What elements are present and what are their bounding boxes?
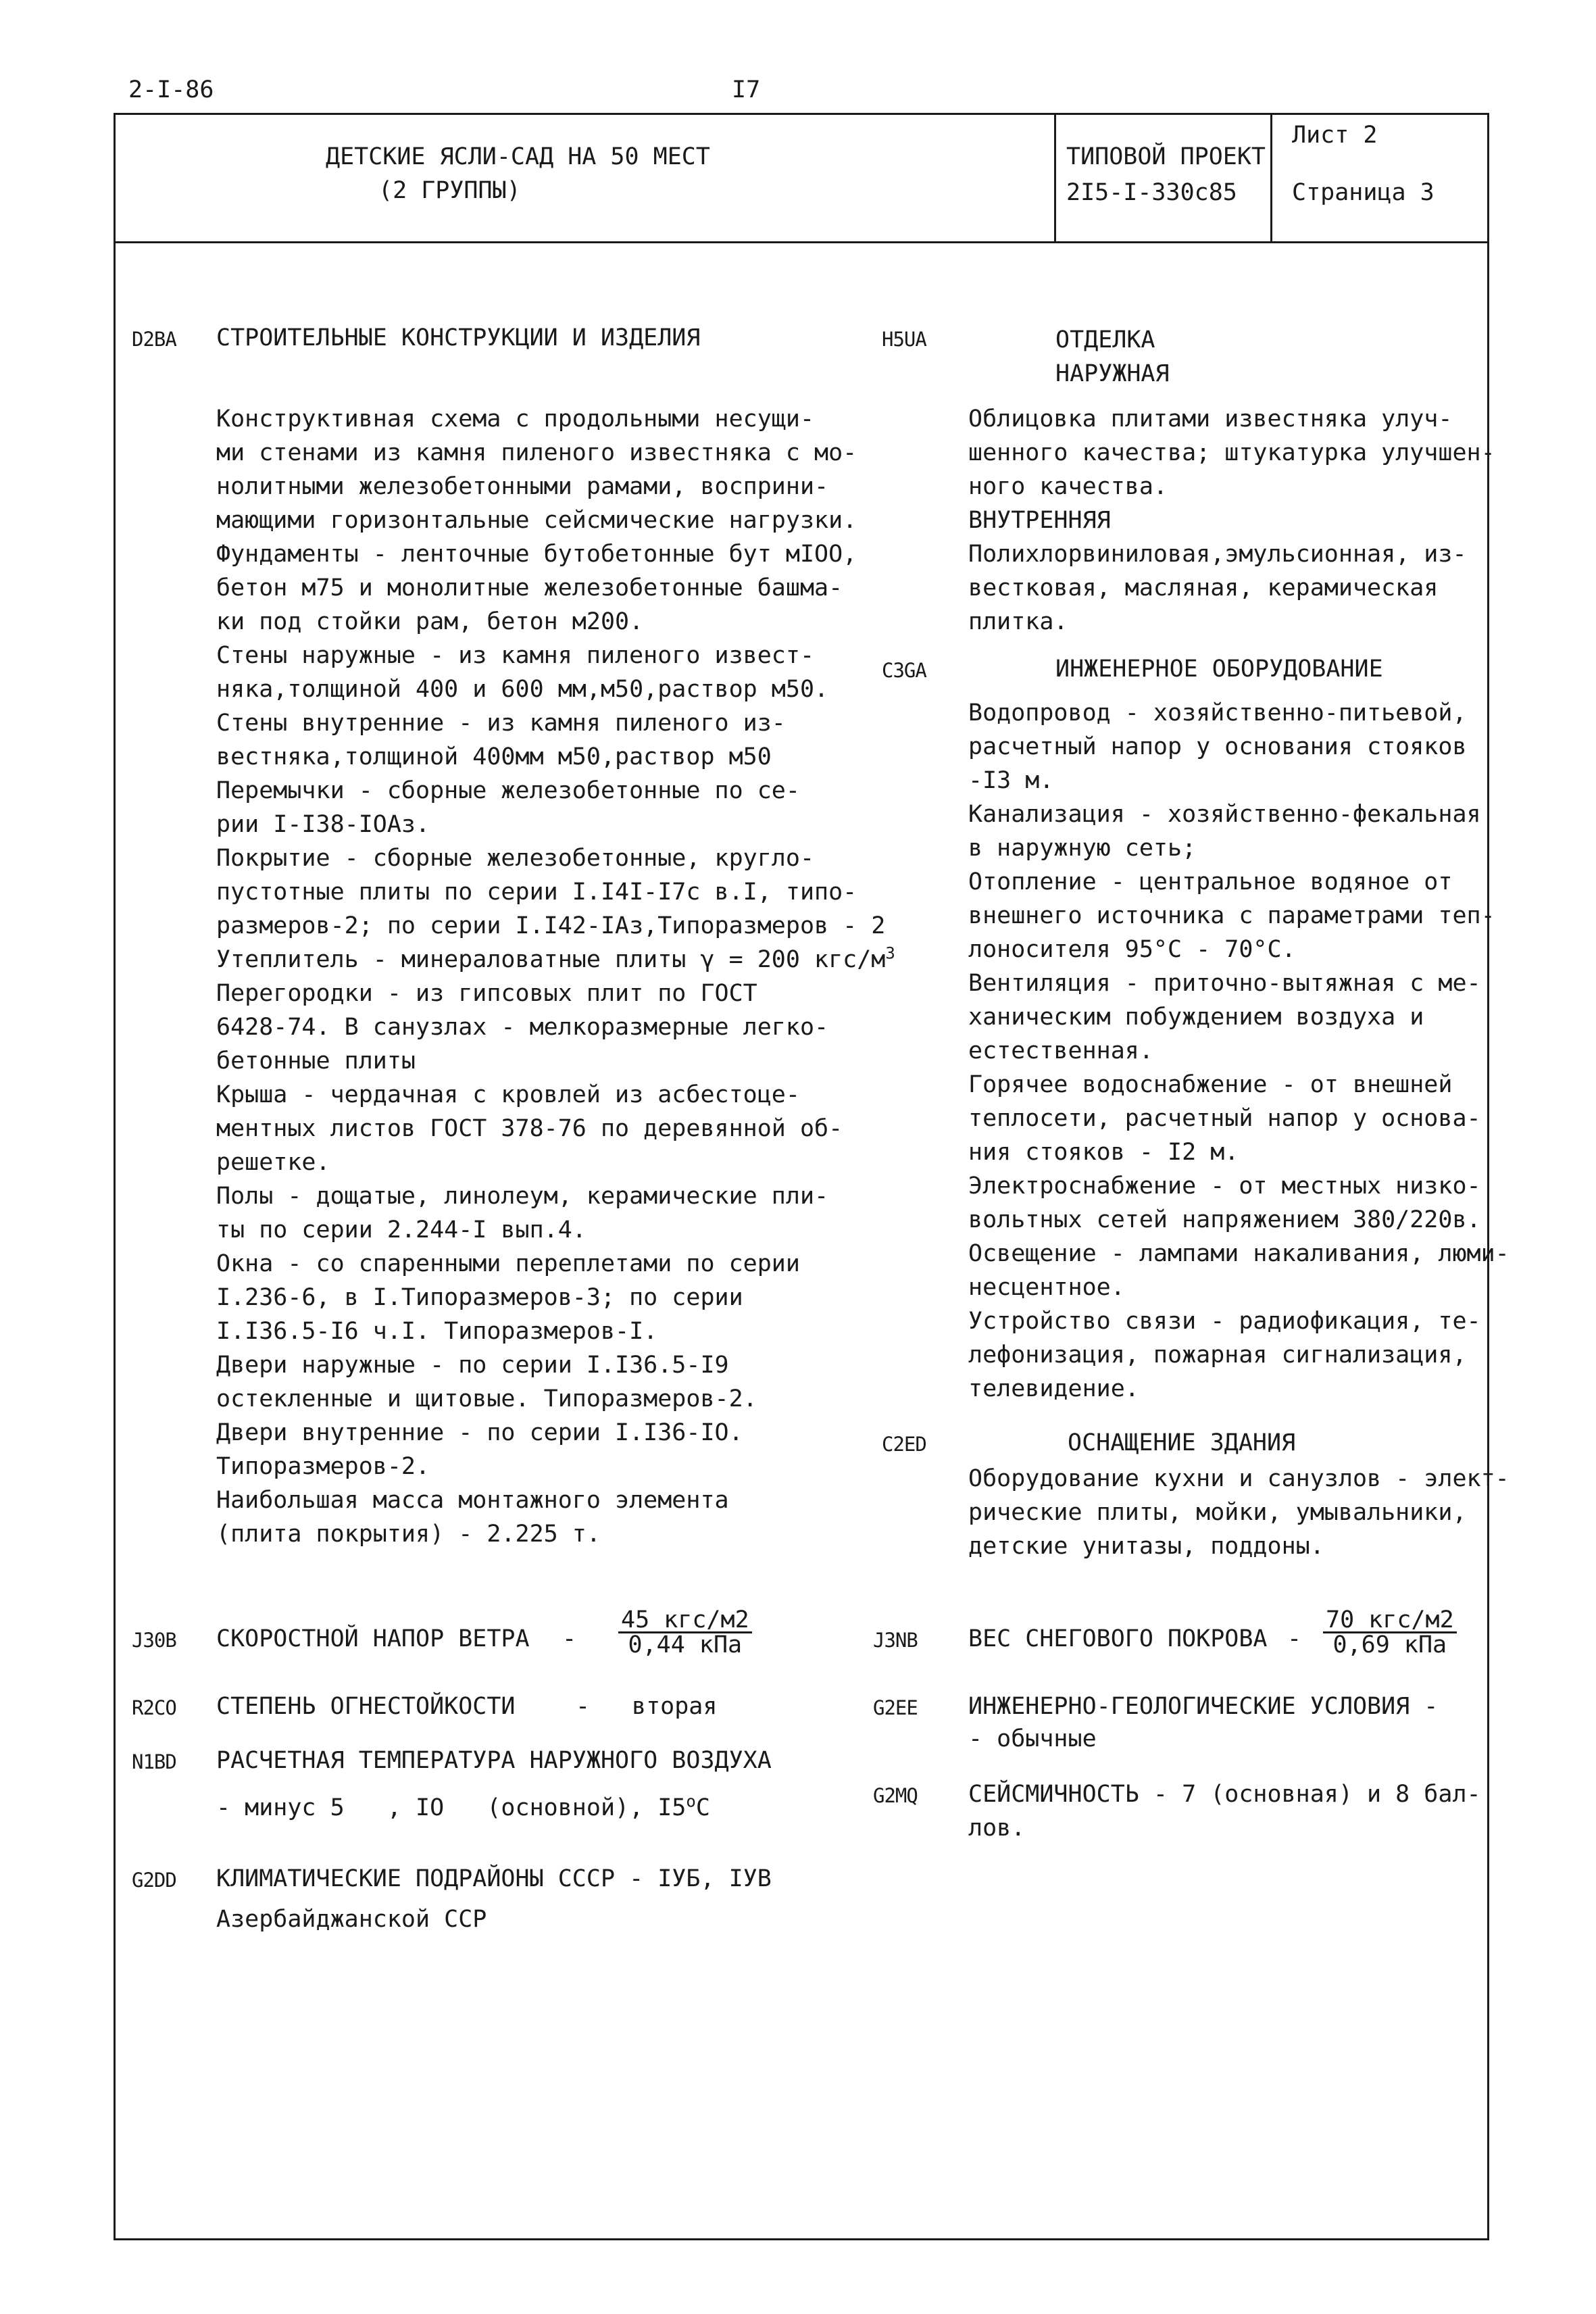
wind-denominator: 0,44 кПа [628, 1631, 743, 1658]
header-title-line2: (2 ГРУППЫ) [378, 177, 521, 204]
equipment-line: детские унитазы, поддоны. [968, 1533, 1324, 1560]
structures-line: I.I36.5-I6 ч.I. Типоразмеров-I. [216, 1318, 658, 1345]
engineering-line: Освещение - лампами накаливания, люми- [968, 1240, 1510, 1267]
section-code-finishing: H5UA [882, 328, 926, 351]
section-heading-finishing: ОТДЕЛКА [1055, 326, 1155, 353]
snow-numerator: 70 кгс/м2 [1323, 1608, 1457, 1633]
geology-line2: - обычные [968, 1725, 1097, 1752]
engineering-line: лоносителя 95°С - 70°С. [968, 936, 1296, 963]
document-code: 2-I-86 [128, 76, 214, 103]
structures-line: вестняка,толщиной 400мм м50,раствор м50 [216, 743, 772, 770]
structures-line: Стены наружные - из камня пиленого извест- [216, 642, 815, 669]
finishing-line: Полихлорвиниловая,эмульсионная, из- [968, 541, 1467, 568]
snow-fraction [1323, 1608, 1457, 1656]
snow-denominator: 0,69 кПа [1332, 1631, 1447, 1658]
degree-sign: o [686, 1792, 696, 1811]
structures-line: няка,толщиной 400 и 600 мм,м50,раствор м50. [216, 676, 829, 703]
structures-line: Перегородки - из гипсовых плит по ГОСТ [216, 980, 757, 1007]
structures-line: решетке. [216, 1149, 330, 1176]
fire-label: СТЕПЕНЬ ОГНЕСТОЙКОСТИ [216, 1693, 516, 1720]
structures-line: ментных листов ГОСТ 378-76 по деревянной об- [216, 1115, 843, 1142]
structures-line: Двери внутренние - по серии I.I36-IО. [216, 1419, 743, 1446]
snow-dash: - [1287, 1625, 1302, 1652]
structures-line: Наибольшая масса монтажного элемента [216, 1487, 729, 1514]
engineering-line: Электроснабжение - от местных низко- [968, 1173, 1481, 1200]
engineering-line: внешнего источника с параметрами теп- [968, 902, 1495, 929]
structures-line: мающими горизонтальные сейсмические нагрузки. [216, 507, 857, 534]
snow-label: ВЕС СНЕГОВОГО ПОКРОВА [968, 1625, 1268, 1652]
seismic-line2: лов. [968, 1815, 1026, 1842]
header-title-line1: ДЕТСКИЕ ЯСЛИ-САД НА 50 МЕСТ [326, 143, 710, 170]
structures-line: ты по серии 2.244-I вып.4. [216, 1216, 587, 1244]
finishing-line: Облицовка плитами известняка улуч- [968, 405, 1453, 433]
section-code-wind: J30B [132, 1629, 176, 1652]
finishing-line: плитка. [968, 608, 1068, 635]
section-code-snow: J3NB [873, 1629, 918, 1652]
structures-line: бетонные плиты [216, 1048, 416, 1075]
engineering-text [968, 696, 1510, 1406]
structures-line: Стены внутренние - из камня пиленого из- [216, 710, 786, 737]
header-page: Страница 3 [1292, 179, 1435, 206]
wind-dash: - [562, 1625, 577, 1652]
header-project-label: ТИПОВОЙ ПРОЕКТ [1066, 143, 1266, 170]
structures-line: I.236-6, в I.Типоразмеров-3; по серии [216, 1284, 743, 1311]
header-divider [114, 241, 1489, 243]
engineering-line: в наружную сеть; [968, 835, 1197, 862]
header-sheet: Лист 2 [1292, 122, 1378, 149]
seismic-label: СЕЙСМИЧНОСТЬ - 7 (основная) и 8 бал- [968, 1781, 1481, 1808]
structures-line: Двери наружные - по серии I.I36.5-I9 [216, 1352, 729, 1379]
temperature-label: РАСЧЕТНАЯ ТЕМПЕРАТУРА НАРУЖНОГО ВОЗДУХА [216, 1747, 772, 1774]
structures-line: Типоразмеров-2. [216, 1453, 430, 1480]
engineering-line: Вентиляция - приточно-вытяжная с ме- [968, 970, 1481, 997]
section-code-equipment: C2ED [882, 1433, 926, 1456]
engineering-line: Отопление - центральное водяное от [968, 868, 1453, 895]
engineering-line: лефонизация, пожарная сигнализация, [968, 1341, 1467, 1369]
structures-line: Перемычки - сборные железобетонные по се- [216, 777, 800, 804]
structures-line: ми стенами из камня пиленого известняка с мо- [216, 439, 857, 466]
equipment-text [968, 1462, 1510, 1563]
structures-line: нолитными железобетонными рамами, восприни- [216, 473, 829, 500]
structures-line: пустотные плиты по серии I.I4I-I7с в.I, типо- [216, 879, 857, 906]
structures-line: Окна - со спаренными переплетами по серии [216, 1250, 800, 1277]
finishing-line: ВНУТРЕННЯЯ [968, 507, 1111, 534]
structures-line: размеров-2; по серии I.I42-IАз,Типоразмеров - 2 [216, 912, 886, 939]
fire-value: вторая [632, 1693, 718, 1720]
finishing-line: ного качества. [968, 473, 1168, 500]
structures-line: Крыша - чердачная с кровлей из асбестоце- [216, 1081, 800, 1108]
page-number: I7 [732, 76, 761, 103]
section-code-engineering: C3GA [882, 659, 926, 682]
structures-line: Утеплитель - минераловатные плиты γ = 200 кгс/м [216, 946, 886, 973]
engineering-line: Горячее водоснабжение - от внешней [968, 1071, 1453, 1098]
finishing-line: вестковая, масляная, керамическая [968, 574, 1439, 601]
equipment-line: Оборудование кухни и санузлов - элект- [968, 1465, 1510, 1492]
engineering-line: телевидение. [968, 1375, 1139, 1402]
section-code-geology: G2EE [873, 1696, 918, 1719]
temperature-unit: С [695, 1794, 710, 1821]
structures-line: Конструктивная схема с продольными несущи- [216, 405, 815, 433]
temperature-value-text: - минус 5 , IО (основной), I5 [216, 1794, 687, 1821]
temperature-value [216, 1791, 710, 1825]
engineering-line: вольтных сетей напряжением 380/220в. [968, 1206, 1481, 1233]
engineering-line: Водопровод - хозяйственно-питьевой, [968, 699, 1467, 727]
structures-line: остекленные и щитовые. Типоразмеров-2. [216, 1385, 757, 1412]
section-code-climate: G2DD [132, 1869, 176, 1892]
header-divider-v2 [1270, 113, 1272, 243]
engineering-line: расчетный напор у основания стояков [968, 733, 1467, 760]
climate-line2: Азербайджанской ССР [216, 1906, 487, 1933]
structures-text [216, 402, 895, 1551]
structures-line: бетон м75 и монолитные железобетонные башма- [216, 574, 843, 601]
header-divider-v1 [1054, 113, 1056, 243]
structures-line: рии I-I38-IОАз. [216, 811, 430, 838]
engineering-line: Устройство связи - радиофикация, те- [968, 1308, 1481, 1335]
section-code-temperature: N1BD [132, 1750, 176, 1773]
header-project-number: 2I5-I-330с85 [1066, 179, 1237, 206]
structures-line: Фундаменты - ленточные бутобетонные бут мIОО, [216, 541, 857, 568]
structures-line: ки под стойки рам, бетон м200. [216, 608, 644, 635]
finishing-subheading: НАРУЖНАЯ [1055, 360, 1170, 387]
structures-line: 6428-74. В санузлах - мелкоразмерные легко- [216, 1014, 829, 1041]
section-heading-equipment: ОСНАЩЕНИЕ ЗДАНИЯ [1068, 1429, 1296, 1456]
engineering-line: Канализация - хозяйственно-фекальная [968, 801, 1481, 828]
section-code-fire: R2CO [132, 1696, 176, 1719]
engineering-line: несцентное. [968, 1274, 1125, 1301]
wind-label: СКОРОСТНОЙ НАПОР ВЕТРА [216, 1625, 530, 1652]
wind-fraction [618, 1608, 752, 1656]
section-code-structures: D2BA [132, 328, 176, 351]
equipment-line: рические плиты, мойки, умывальники, [968, 1499, 1467, 1526]
section-heading-engineering: ИНЖЕНЕРНОЕ ОБОРУДОВАНИЕ [1055, 656, 1383, 683]
structures-line: Полы - дощатые, линолеум, керамические пли- [216, 1183, 829, 1210]
engineering-line: -I3 м. [968, 767, 1054, 794]
engineering-line: ния стояков - I2 м. [968, 1139, 1239, 1166]
climate-label: КЛИМАТИЧЕСКИЕ ПОДРАЙОНЫ СССР - IУБ, IУВ [216, 1865, 772, 1892]
section-code-seismic: G2MQ [873, 1784, 918, 1807]
engineering-line: естественная. [968, 1037, 1153, 1064]
structures-line-insulation [216, 943, 895, 977]
wind-numerator: 45 кгс/м2 [618, 1608, 752, 1633]
finishing-text [968, 402, 1495, 639]
geology-label: ИНЖЕНЕРНО-ГЕОЛОГИЧЕСКИЕ УСЛОВИЯ - [968, 1693, 1439, 1720]
engineering-line: ханическим побуждением воздуха и [968, 1004, 1424, 1031]
section-heading-structures: СТРОИТЕЛЬНЫЕ КОНСТРУКЦИИ И ИЗДЕЛИЯ [216, 324, 701, 351]
superscript-cubed: 3 [885, 943, 895, 963]
structures-line: Покрытие - сборные железобетонные, кругло- [216, 845, 815, 872]
engineering-line: теплосети, расчетный напор у основа- [968, 1105, 1481, 1132]
structures-line: (плита покрытия) - 2.225 т. [216, 1521, 601, 1548]
finishing-line: шенного качества; штукатурка улучшен- [968, 439, 1495, 466]
fire-dash: - [576, 1693, 591, 1720]
